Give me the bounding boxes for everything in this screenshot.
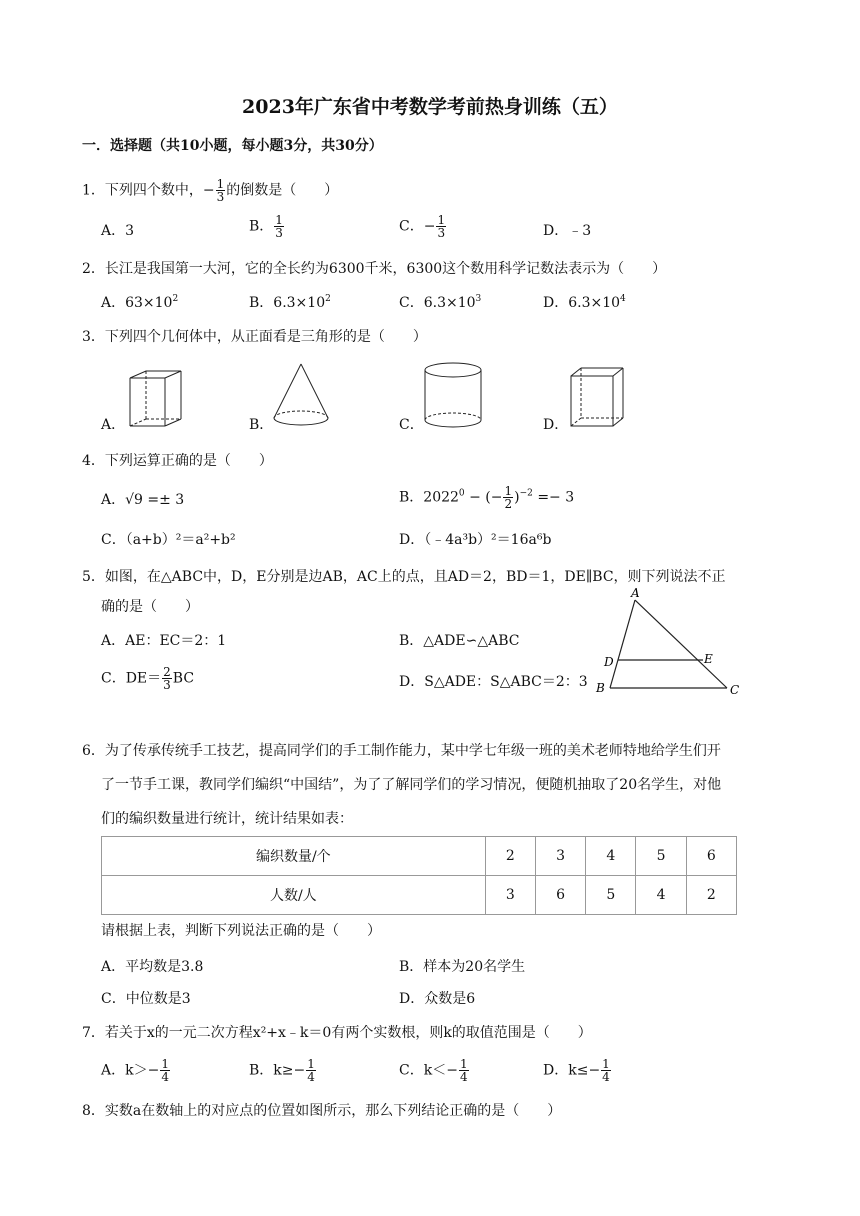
table-cell: 3 bbox=[535, 837, 585, 876]
vertex-d-label: D bbox=[604, 655, 614, 669]
q4-option-d: D．（﹣4a³b）²＝16a⁶b bbox=[399, 532, 552, 548]
vertex-e-label: E bbox=[704, 652, 713, 666]
q5-option-d: D．S△ADE：S△ABC＝2：3 bbox=[399, 674, 588, 690]
question-8: 8．实数a在数轴上的对应点的位置如图所示，那么下列结论正确的是（ ） bbox=[82, 1103, 562, 1119]
section-heading: 一．选择题（共10小题，每小题3分，共30分） bbox=[82, 138, 383, 154]
question-5-line-2: 确的是（ ） bbox=[101, 599, 199, 615]
question-6-line-2: 了一节手工课，教同学们编织“中国结”，为了了解同学们的学习情况，便随机抽取了20名学生，对他 bbox=[101, 777, 722, 793]
q3-option-d: D． bbox=[543, 417, 569, 433]
q7-option-c: C．k＜− $\frac{1}{4}$ bbox=[399, 1057, 468, 1084]
question-6-line-1: 6．为了传承传统手工技艺，提高同学们的手工制作能力，某中学七年级一班的美术老师特地给学生们开 bbox=[82, 743, 721, 759]
cylinder-figure bbox=[421, 360, 485, 432]
page-title: 2023年广东省中考数学考前热身训练（五） bbox=[242, 96, 618, 118]
q7-option-b: B．k≥− $\frac{1}{4}$ bbox=[249, 1057, 315, 1084]
question-3: 3．下列四个几何体中，从正面看是三角形的是（ ） bbox=[82, 329, 427, 345]
q5-option-a: A．AE：EC＝2：1 bbox=[101, 633, 227, 649]
q5-option-b: B．△ADE∽△ABC bbox=[399, 633, 520, 649]
q1-option-a: A．3 bbox=[101, 223, 135, 239]
table-row bbox=[102, 837, 737, 876]
question-2: 2．长江是我国第一大河，它的全长约为6300千米，6300这个数用科学记数法表示为（ ） bbox=[82, 261, 667, 277]
triangular-prism-figure bbox=[125, 366, 187, 432]
cone-figure bbox=[270, 362, 332, 430]
q3-option-a: A． bbox=[101, 417, 126, 433]
fraction: $\frac{1}{3}$ bbox=[216, 177, 225, 204]
q5-option-c: C．DE＝ $\frac{2}{3}$ BC bbox=[101, 665, 195, 692]
q1-option-b: B． $\frac{1}{3}$ bbox=[249, 213, 283, 240]
q7-option-a: A．k＞− $\frac{1}{4}$ bbox=[101, 1057, 169, 1084]
q6-after-table: 请根据上表，判断下列说法正确的是（ ） bbox=[101, 923, 381, 939]
table-cell: 2 bbox=[485, 837, 535, 876]
table-cell: 5 bbox=[586, 876, 636, 915]
question-1 bbox=[82, 178, 338, 203]
question-7: 7．若关于x的一元二次方程x²+x﹣k＝0有两个实数根，则k的取值范围是（ ） bbox=[82, 1025, 592, 1041]
q4-option-a: A．√9 =± 3 bbox=[101, 492, 185, 508]
q6-option-b: B．样本为20名学生 bbox=[399, 959, 526, 975]
vertex-c-label: C bbox=[730, 683, 740, 697]
vertex-b-label: B bbox=[596, 681, 605, 695]
q6-option-c: C．中位数是3 bbox=[101, 991, 191, 1007]
q2-option-b: B．$6.3\times 10^2$ bbox=[249, 294, 331, 311]
question-5-line-1: 5．如图，在△ABC中，D，E分别是边AB，AC上的点，且AD＝2，BD＝1，DE∥BC，则下列说法不正 bbox=[82, 569, 726, 585]
q3-option-c: C． bbox=[399, 417, 424, 433]
q2-option-d: D．$6.3\times 10^4$ bbox=[543, 294, 626, 311]
q4-option-b: B．$2022^0$ − (− $\frac{1}{2}$ )$^{-2}$ =− 3 bbox=[399, 484, 575, 511]
q6-option-d: D．众数是6 bbox=[399, 991, 476, 1007]
q1-stem-pre: 1．下列四个数中， bbox=[82, 182, 203, 199]
minus-sign: − bbox=[202, 182, 215, 199]
q3-option-b: B． bbox=[249, 417, 274, 433]
table-cell: 4 bbox=[636, 876, 686, 915]
q2-option-a: A．$63\times 10^2$ bbox=[101, 294, 179, 311]
triangle-figure bbox=[590, 586, 750, 698]
q1-option-c: C．− $\frac{1}{3}$ bbox=[399, 213, 446, 240]
table-cell: 6 bbox=[686, 837, 736, 876]
table-cell: 4 bbox=[586, 837, 636, 876]
vertex-a-label: A bbox=[631, 586, 640, 600]
q1-stem-post: 的倒数是（ ） bbox=[226, 182, 339, 199]
q7-option-d: D．k≤− $\frac{1}{4}$ bbox=[543, 1057, 610, 1084]
cuboid-figure bbox=[567, 364, 629, 432]
q4-option-c: C．（a+b）²＝a²+b² bbox=[101, 532, 236, 548]
table-cell: 2 bbox=[686, 876, 736, 915]
table-row bbox=[102, 876, 737, 915]
table-cell: 3 bbox=[485, 876, 535, 915]
question-6-line-3: 们的编织数量进行统计，统计结果如表： bbox=[101, 811, 353, 827]
table-cell: 5 bbox=[636, 837, 686, 876]
table-cell: 人数/人 bbox=[102, 876, 486, 915]
q1-option-d: D．﹣3 bbox=[543, 223, 592, 239]
question-4: 4．下列运算正确的是（ ） bbox=[82, 453, 273, 469]
statistics-table bbox=[101, 836, 737, 915]
q6-option-a: A．平均数是3.8 bbox=[101, 959, 204, 975]
table-cell: 6 bbox=[535, 876, 585, 915]
table-cell: 编织数量/个 bbox=[102, 837, 486, 876]
q2-option-c: C．$6.3\times 10^3$ bbox=[399, 294, 482, 311]
